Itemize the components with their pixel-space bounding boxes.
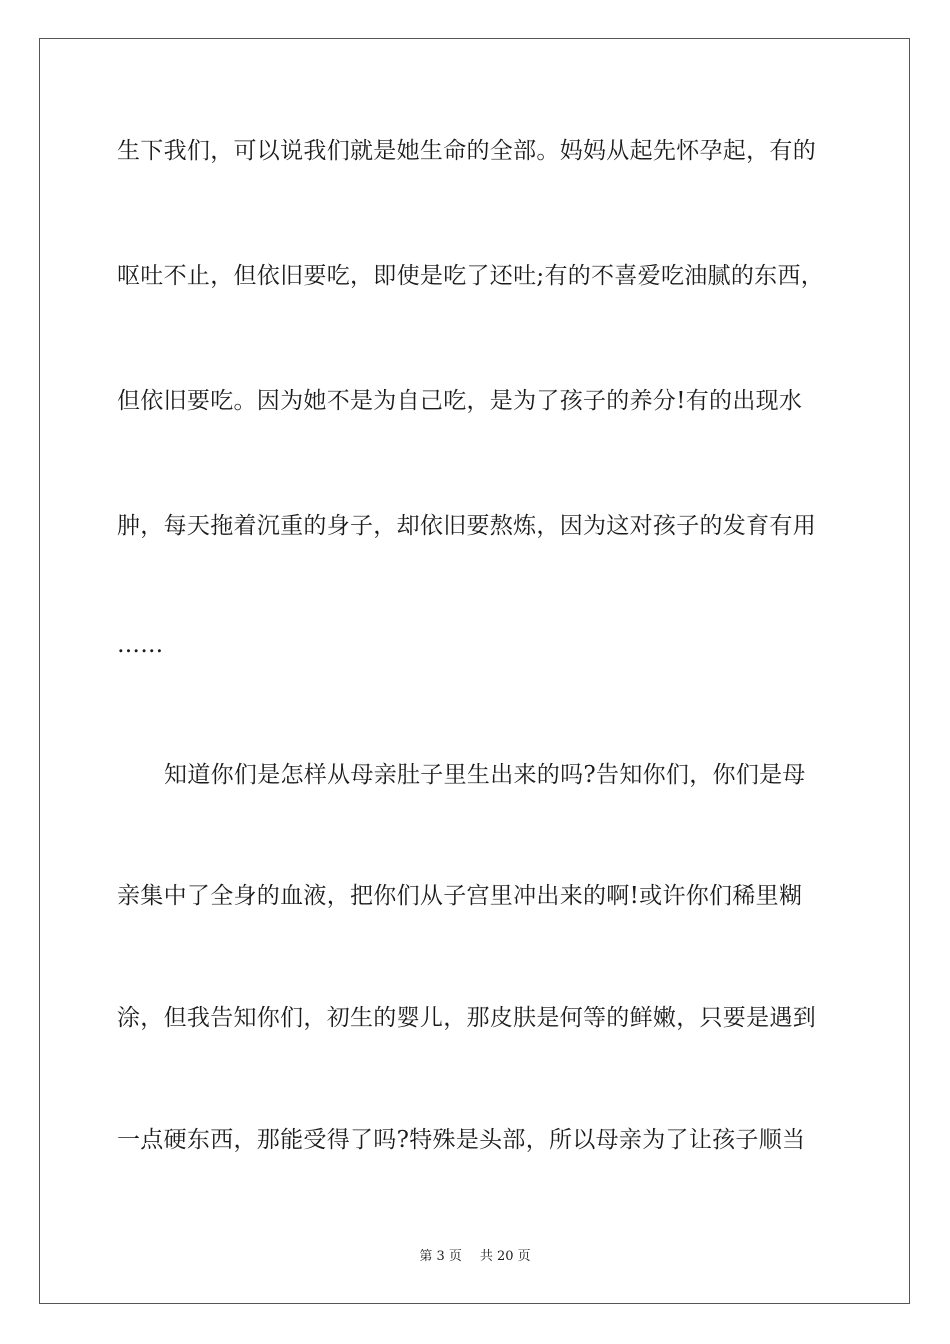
text-line-ellipsis: …… xyxy=(117,632,164,658)
text-line-4: 肿，每天拖着沉重的身子，却依旧要熬炼，因为这对孩子的发育有用 xyxy=(117,513,816,539)
paragraph-start-line: 知道你们是怎样从母亲肚子里生出来的吗?告知你们，你们是母 xyxy=(164,762,806,788)
text-line-8: 一点硬东西，那能受得了吗?特殊是头部，所以母亲为了让孩子顺当 xyxy=(117,1127,806,1153)
text-line-2: 呕吐不止，但依旧要吃，即使是吃了还吐;有的不喜爱吃油腻的东西， xyxy=(117,263,825,289)
page-footer xyxy=(0,1248,950,1266)
text-line-1: 生下我们，可以说我们就是她生命的全部。妈妈从起先怀孕起，有的 xyxy=(117,138,816,164)
text-line-7: 涂，但我告知你们，初生的婴儿，那皮肤是何等的鲜嫩，只要是遇到 xyxy=(117,1005,816,1031)
page-frame xyxy=(39,38,910,1304)
page-total: 共 20 页 xyxy=(479,1249,531,1264)
text-line-6: 亲集中了全身的血液，把你们从子宫里冲出来的啊!或许你们稀里糊 xyxy=(117,883,803,909)
page-number: 第 3 页 xyxy=(419,1249,462,1264)
text-line-3: 但依旧要吃。因为她不是为自己吃，是为了孩子的养分!有的出现水 xyxy=(117,388,803,414)
